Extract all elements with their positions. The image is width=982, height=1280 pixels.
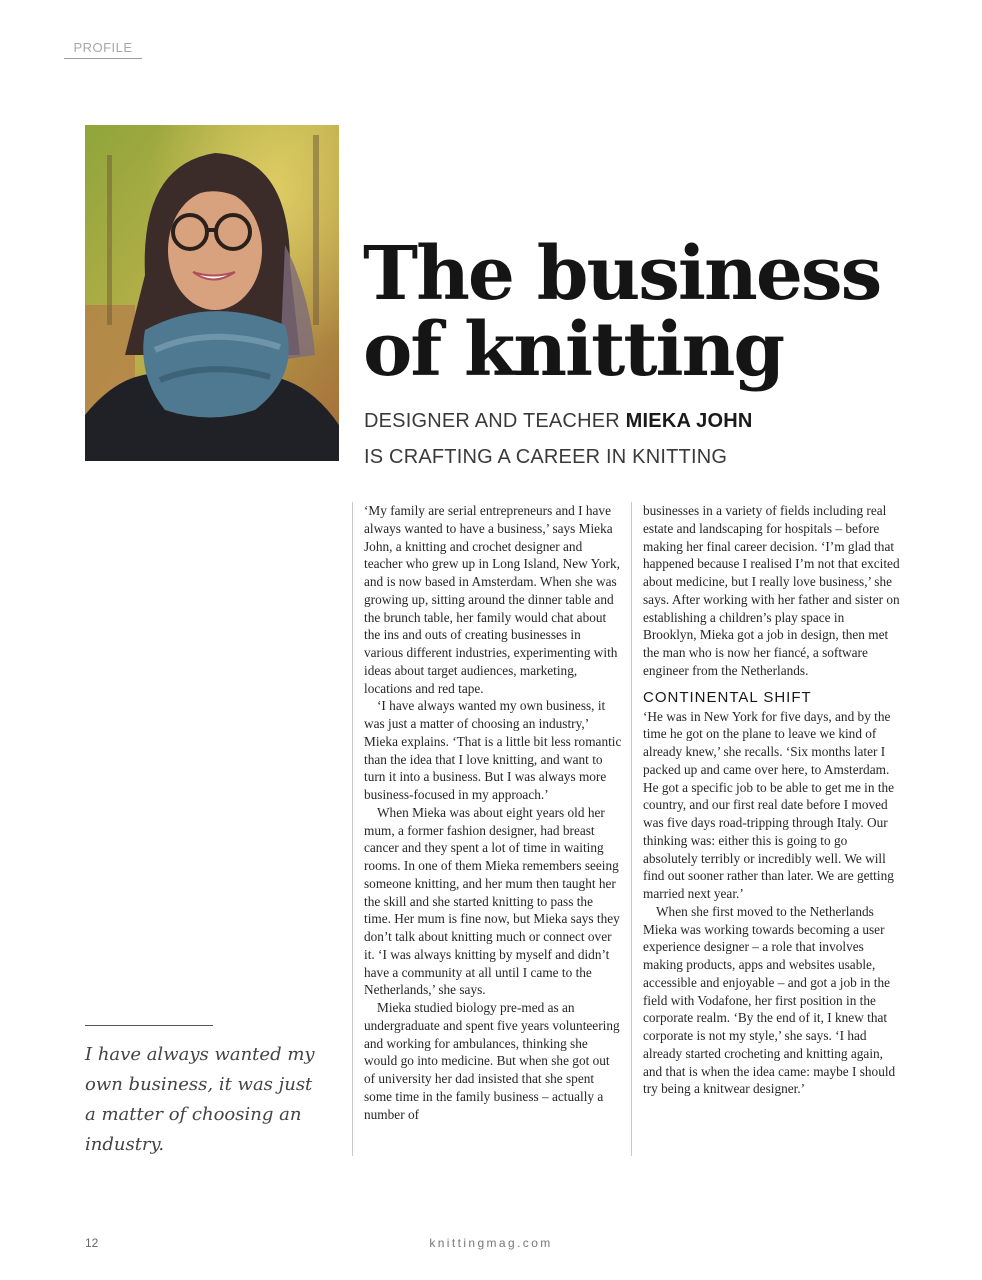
- standfirst-pre: DESIGNER AND TEACHER: [364, 410, 626, 432]
- paragraph: businesses in a variety of fields including real estate and landscaping for hospitals – before making her final career decision. ‘I’m glad that happened because I realised I’m not that excited about medicine, but I really love business,’ she says. After working with her father and sister on establishing a children’s play space in Brooklyn, Mieka got a job in design, then met the man who is now her fiancé, a software engineer from the Netherlands.: [643, 503, 900, 678]
- standfirst: [364, 403, 924, 475]
- article-column-1: [352, 502, 622, 1156]
- section-label: PROFILE: [64, 40, 142, 59]
- paragraph: When Mieka was about eight years old her mum, a former fashion designer, had breast cancer and they spent a lot of time in waiting rooms. In one of them Mieka remembers seeing someone knitting, and her mum then taught her the skill and she started knitting to pass the time. Her mum is fine now, but Mieka says they don’t talk about knitting much or connect over it. ‘I was always knitting by myself and didn’t have a community at all until I came to the Netherlands,’ she says.: [364, 804, 620, 998]
- paragraph: Mieka studied biology pre-med as an undergraduate and spent five years volunteering and working for ambulances, thinking she would go into medicine. But when she got out of university her dad insisted that she spent some time in the family business – actually a number of: [364, 1000, 620, 1122]
- paragraph: ‘He was in New York for five days, and by the time he got on the plane to leave we kind of already knew,’ she recalls. ‘Six months later I packed up and came over here, to Amsterdam. He got a specific job to be able to get me in the country, and our first real date before I moved was five days road-tripping through Italy. Our thinking was: either this is going to go absolutely terribly or incredibly well. We will find out sooner rather than later. We are getting married next year.’: [643, 708, 895, 901]
- headline: [363, 231, 881, 393]
- paragraph: When she first moved to the Netherlands Mieka was working towards becoming a user experience designer – a role that involves making products, apps and websites usable, accessible and enjoyable – and got a job in the field with Vodafone, her first position in the corporate realm. ‘By the end of it, I knew that corporate is not my style,’ she says. ‘I had already started crocheting and knitting again, and that is when the idea came: maybe I should try being a knitwear designer.’: [643, 903, 896, 1097]
- subject-name: MIEKA JOHN: [625, 410, 753, 432]
- portrait-photo: [85, 125, 339, 461]
- page-number: 12: [85, 1236, 99, 1250]
- subhead: CONTINENTAL SHIFT: [643, 688, 812, 706]
- paragraph: ‘I have always wanted my own business, it was just a matter of choosing an industry,’ Mieka explains. ‘That is a little bit less romantic than the idea that I love knitting, and want to turn it into a business. But I was always more business-focused in my approach.’: [364, 698, 622, 802]
- pull-quote: I have always wanted my own business, it was just a matter of choosing an industry.: [85, 1044, 315, 1155]
- standfirst-line-2: IS CRAFTING A CAREER IN KNITTING: [364, 446, 728, 468]
- pull-quote-rule: [85, 1025, 213, 1026]
- article-column-2: [631, 502, 901, 1156]
- headline-line-1: The business: [363, 231, 881, 317]
- paragraph: ‘My family are serial entrepreneurs and I have always wanted to have a business,’ says Mieka John, a knitting and crochet designer and teacher who grew up in Long Island, New York, and is now based in Amsterdam. When she was growing up, sitting around the dinner table and the brunch table, her family would chat about the ins and outs of creating businesses in various different industries, experimenting with ideas about target audiences, marketing, locations and red tape.: [364, 503, 620, 696]
- site-url: knittingmag.com: [429, 1236, 553, 1250]
- standfirst-line-1: [364, 403, 924, 439]
- headline-line-2: of knitting: [363, 307, 784, 393]
